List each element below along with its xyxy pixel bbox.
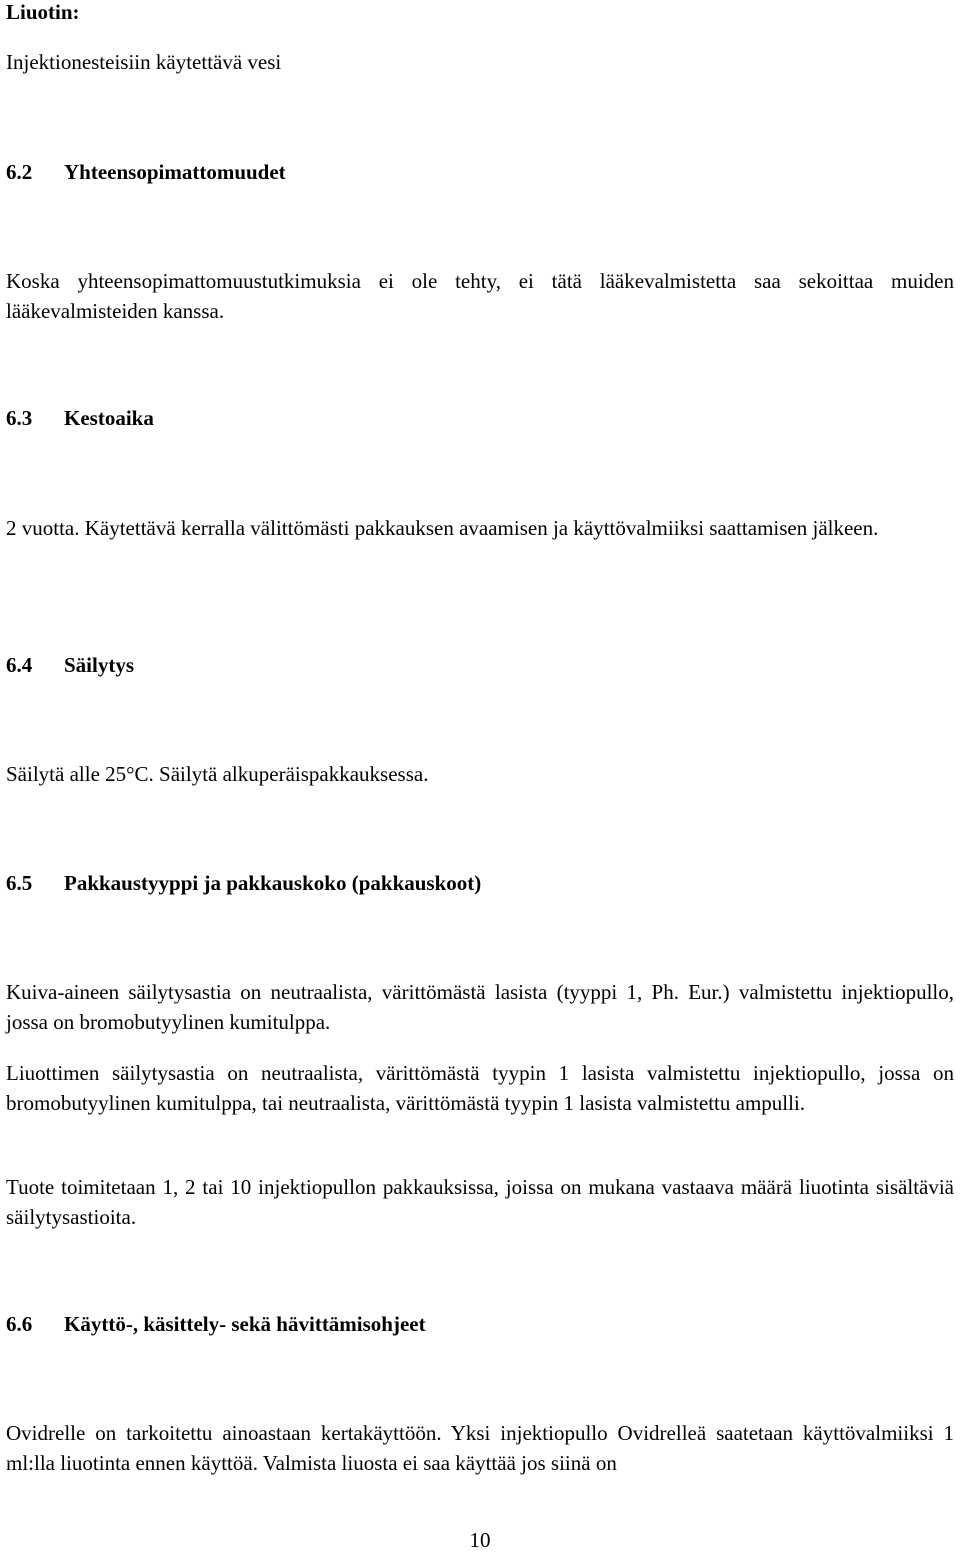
page-number: 10 [469, 1528, 491, 1552]
section-paragraph: Liuottimen säilytysastia on neutraalista, värittömästä tyypin 1 lasista valmistettu injektiopullo, jossa on bromobutyylinen kumitulppa, tai neutraalista, värittömästä tyypin 1 lasista valmistettu ampulli. [6, 1061, 954, 1115]
section-heading-6-4 [6, 650, 134, 680]
section-heading-6-3 [6, 403, 154, 433]
section-paragraph: Kuiva-aineen säilytysastia on neutraalista, värittömästä lasista (tyyppi 1, Ph. Eur.) valmistettu injektiopullo, jossa on bromobutyylinen kumitulppa. [6, 980, 954, 1034]
section-heading-6-6 [6, 1309, 426, 1339]
section-paragraph: Tuote toimitetaan 1, 2 tai 10 injektiopullon pakkauksissa, joissa on mukana vastaava määrä liuotinta sisältäviä säilytysastioita. [6, 1175, 954, 1229]
solvent-text: Injektionesteisiin käytettävä vesi [6, 50, 282, 74]
section-title: Yhteensopimattomuudet [64, 160, 286, 184]
section-number: 6.2 [6, 160, 33, 184]
section-title: Kestoaika [64, 406, 154, 430]
section-title: Käyttö-, käsittely- sekä hävittämisohjeet [64, 1312, 426, 1336]
section-heading-6-5 [6, 868, 481, 898]
section-heading-6-2 [6, 157, 286, 187]
section-number: 6.3 [6, 406, 33, 430]
section-paragraph: Koska yhteensopimattomuustutkimuksia ei ole tehty, ei tätä lääkevalmistetta saa sekoittaa muiden lääkevalmisteiden kanssa. [6, 269, 954, 323]
section-paragraph: 2 vuotta. Käytettävä kerralla välittömästi pakkauksen avaamisen ja käyttövalmiiksi saattamisen jälkeen. [6, 516, 879, 540]
section-title: Pakkaustyyppi ja pakkauskoko (pakkauskoot) [64, 871, 482, 895]
section-paragraph: Ovidrelle on tarkoitettu ainoastaan kertakäyttöön. Yksi injektiopullo Ovidrelleä saatetaan käyttövalmiiksi 1 ml:lla liuotinta ennen käyttöä. Valmista liuosta ei saa käyttää jos siinä on [6, 1421, 954, 1475]
section-number: 6.4 [6, 653, 33, 677]
section-paragraph: Säilytä alle 25°C. Säilytä alkuperäispakkauksessa. [6, 762, 429, 786]
section-number: 6.6 [6, 1312, 33, 1336]
section-title: Säilytys [64, 653, 135, 677]
section-number: 6.5 [6, 871, 33, 895]
solvent-label: Liuotin: [6, 0, 80, 24]
